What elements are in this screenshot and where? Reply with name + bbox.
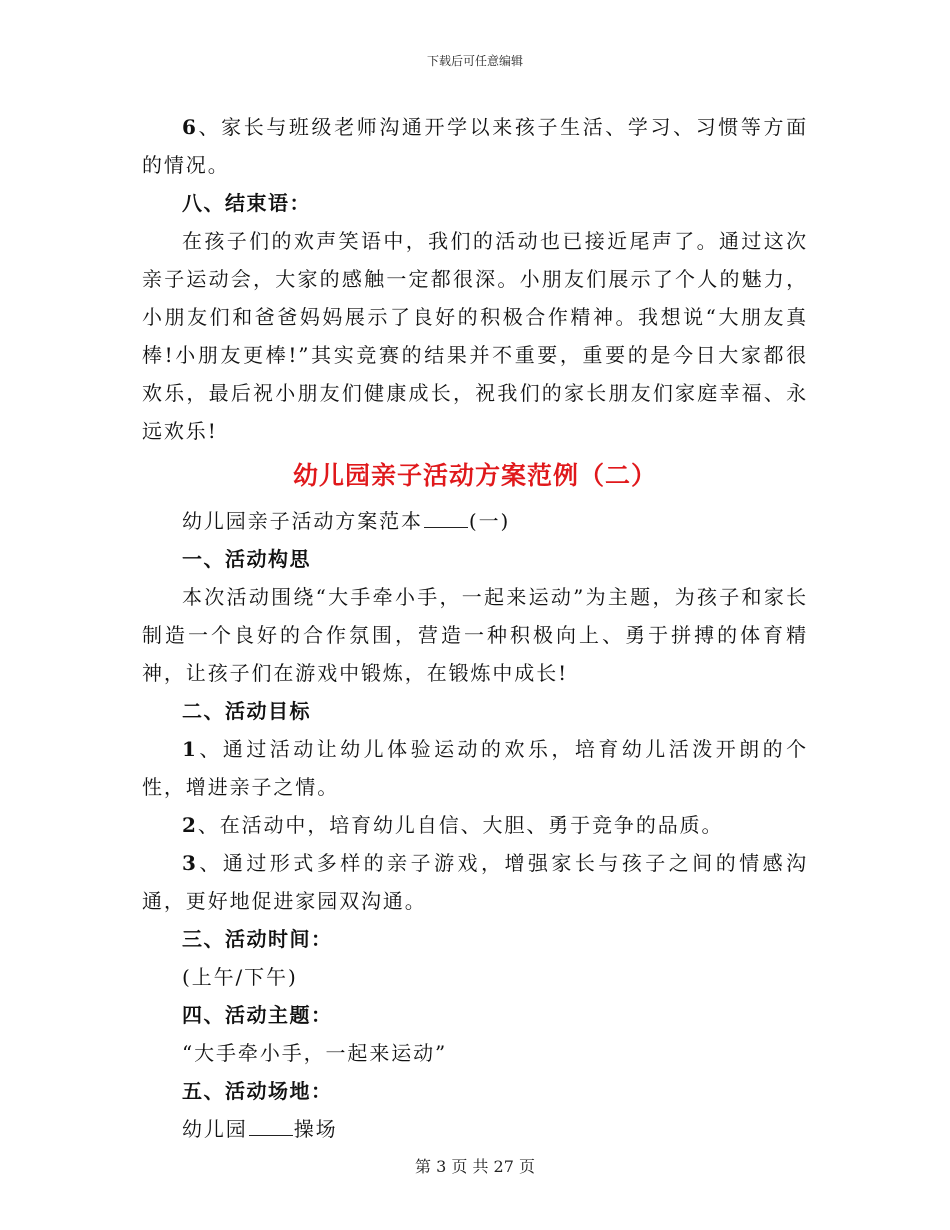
section-1-text: 本次活动围绕“大手牵小手，一起来运动”为主题，为孩子和家长制造一个良好的合作氛围，营造一种积极向上、勇于拼搏的体育精神，让孩子们在游戏中锻炼，在锻炼中成长! xyxy=(142,585,808,685)
subtitle-suffix: (一) xyxy=(468,509,511,533)
document-title: 幼儿园亲子活动方案范例（二） xyxy=(292,461,657,490)
section-heading-2: 二、活动目标 xyxy=(182,699,311,723)
closing-paragraph: 在孩子们的欢声笑语中，我们的活动也已接近尾声了。通过这次亲子运动会，大家的感触一定都很深。小朋友们展示了个人的魅力，小朋友们和爸爸妈妈展示了良好的积极合作精神。我想说“大朋友真棒!小朋友更棒!”其实竞赛的结果并不重要，重要的是今日大家都很欢乐，最后祝小朋友们健康成长，祝我们的家长朋友们家庭幸福、永远欢乐! xyxy=(142,229,808,443)
subtitle-line xyxy=(142,502,808,540)
subtitle-text: 幼儿园亲子活动方案范本 xyxy=(182,509,423,533)
section-heading-4: 四、活动主题： xyxy=(182,1003,333,1027)
item-number: 6 xyxy=(182,115,198,139)
section-5-text xyxy=(142,1110,808,1148)
venue-suffix: 操场 xyxy=(293,1117,338,1141)
item-text: 、家长与班级老师沟通开学以来孩子生活、学习、习惯等方面的情况。 xyxy=(142,115,808,177)
page-footer: 第 3 页 共 27 页 xyxy=(415,1157,535,1176)
goal-2 xyxy=(142,806,808,844)
section-3-text: (上午/下午) xyxy=(182,965,298,989)
blank-line xyxy=(424,505,468,528)
goal-text: 、在活动中，培育幼儿自信、大胆、勇于竞争的品质。 xyxy=(197,813,724,837)
page-header: 下载后可任意编辑 xyxy=(426,54,523,68)
goal-number: 3 xyxy=(182,851,198,875)
blank-line xyxy=(249,1113,293,1136)
goal-number: 1 xyxy=(182,737,198,761)
section-heading-3: 三、活动时间： xyxy=(182,927,333,951)
section-heading-8: 八、结束语： xyxy=(182,191,311,215)
section-heading-5: 五、活动场地： xyxy=(182,1079,333,1103)
venue-text: 幼儿园 xyxy=(182,1117,248,1141)
goal-text: 、通过形式多样的亲子游戏，增强家长与孩子之间的情感沟通，更好地促进家园双沟通。 xyxy=(142,851,808,913)
section-heading-1: 一、活动构思 xyxy=(182,547,311,571)
section-4-text: “大手牵小手，一起来运动” xyxy=(182,1041,448,1065)
goal-3 xyxy=(142,844,808,920)
goal-1 xyxy=(142,730,808,806)
document-body xyxy=(142,108,808,1148)
goal-text: 、通过活动让幼儿体验运动的欢乐，培育幼儿活泼开朗的个性，增进亲子之情。 xyxy=(142,737,808,799)
item-6 xyxy=(142,108,808,184)
goal-number: 2 xyxy=(182,813,198,837)
